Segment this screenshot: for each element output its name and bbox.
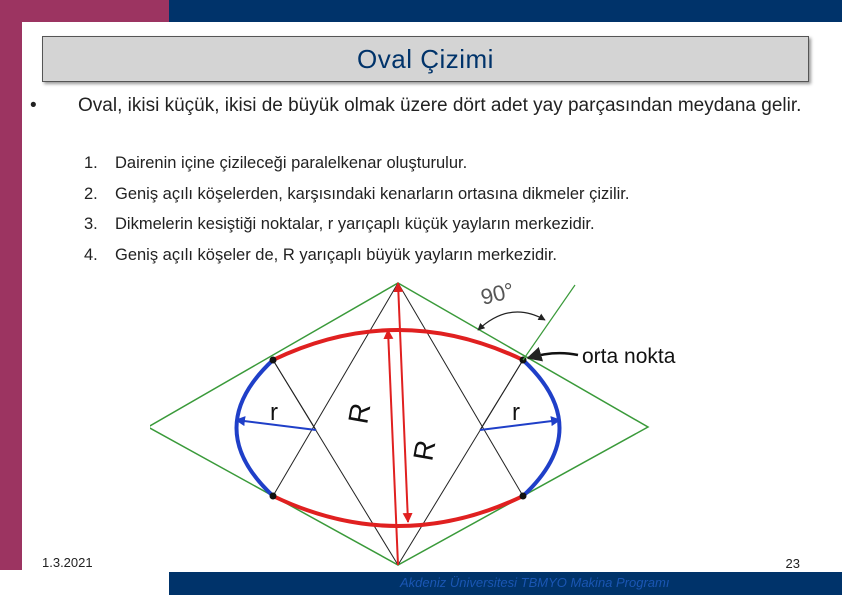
list-item — [84, 213, 824, 244]
list-item — [84, 244, 824, 275]
list-item — [84, 183, 824, 214]
construction-lines — [273, 283, 523, 565]
footer-institution: Akdeniz Üniversitesi TBMYO Makina Programı — [400, 575, 670, 590]
midpoint-label: orta nokta — [582, 345, 676, 368]
large-radius-label: R — [407, 437, 442, 464]
step-text: Dairenin içine çizileceği paralelkenar oluşturulur. — [115, 154, 468, 172]
perpendicular-extension — [523, 285, 575, 360]
slide-title: Oval Çizimi — [42, 36, 809, 82]
step-text: Geniş açılı köşelerden, karşısındaki kenarların ortasına dikmeler çizilir. — [115, 184, 630, 203]
list-item — [84, 152, 824, 183]
large-radius-arrow — [388, 330, 398, 565]
top-left-accent — [0, 0, 169, 22]
step-number: 3. — [84, 215, 98, 233]
large-radius-label: R — [342, 400, 377, 427]
bullet-marker: • — [30, 95, 37, 116]
step-text: Geniş açılı köşeler de, R yarıçaplı büyük yayların merkezidir. — [115, 245, 558, 264]
small-arc-right — [523, 360, 560, 496]
midpoint-pointer — [528, 353, 578, 358]
step-number: 4. — [84, 245, 98, 264]
step-text: Dikmelerin kesiştiği noktalar, r yarıçaplı küçük yayların merkezidir. — [115, 215, 595, 233]
step-number: 1. — [84, 154, 98, 172]
slide-date: 1.3.2021 — [42, 555, 93, 570]
step-number: 2. — [84, 184, 98, 203]
angle-arc — [478, 312, 545, 330]
small-radius-label-right: r — [512, 399, 520, 426]
small-radius-arrow — [480, 420, 560, 430]
angle-label: 90° — [478, 277, 517, 310]
oval-construction-figure — [150, 275, 710, 575]
small-arc-left — [237, 360, 274, 496]
bullet-text: Oval, ikisi küçük, ikisi de büyük olmak üzere dört adet yay parçasından meydana gelir. — [78, 95, 802, 116]
large-arc-bottom — [273, 496, 523, 526]
large-arc-top — [273, 330, 523, 360]
large-radius-arrow — [398, 283, 408, 522]
left-side-bar — [0, 22, 22, 570]
steps-list — [84, 152, 824, 274]
page-number: 23 — [785, 556, 800, 571]
small-radius-label-left: r — [270, 399, 278, 426]
